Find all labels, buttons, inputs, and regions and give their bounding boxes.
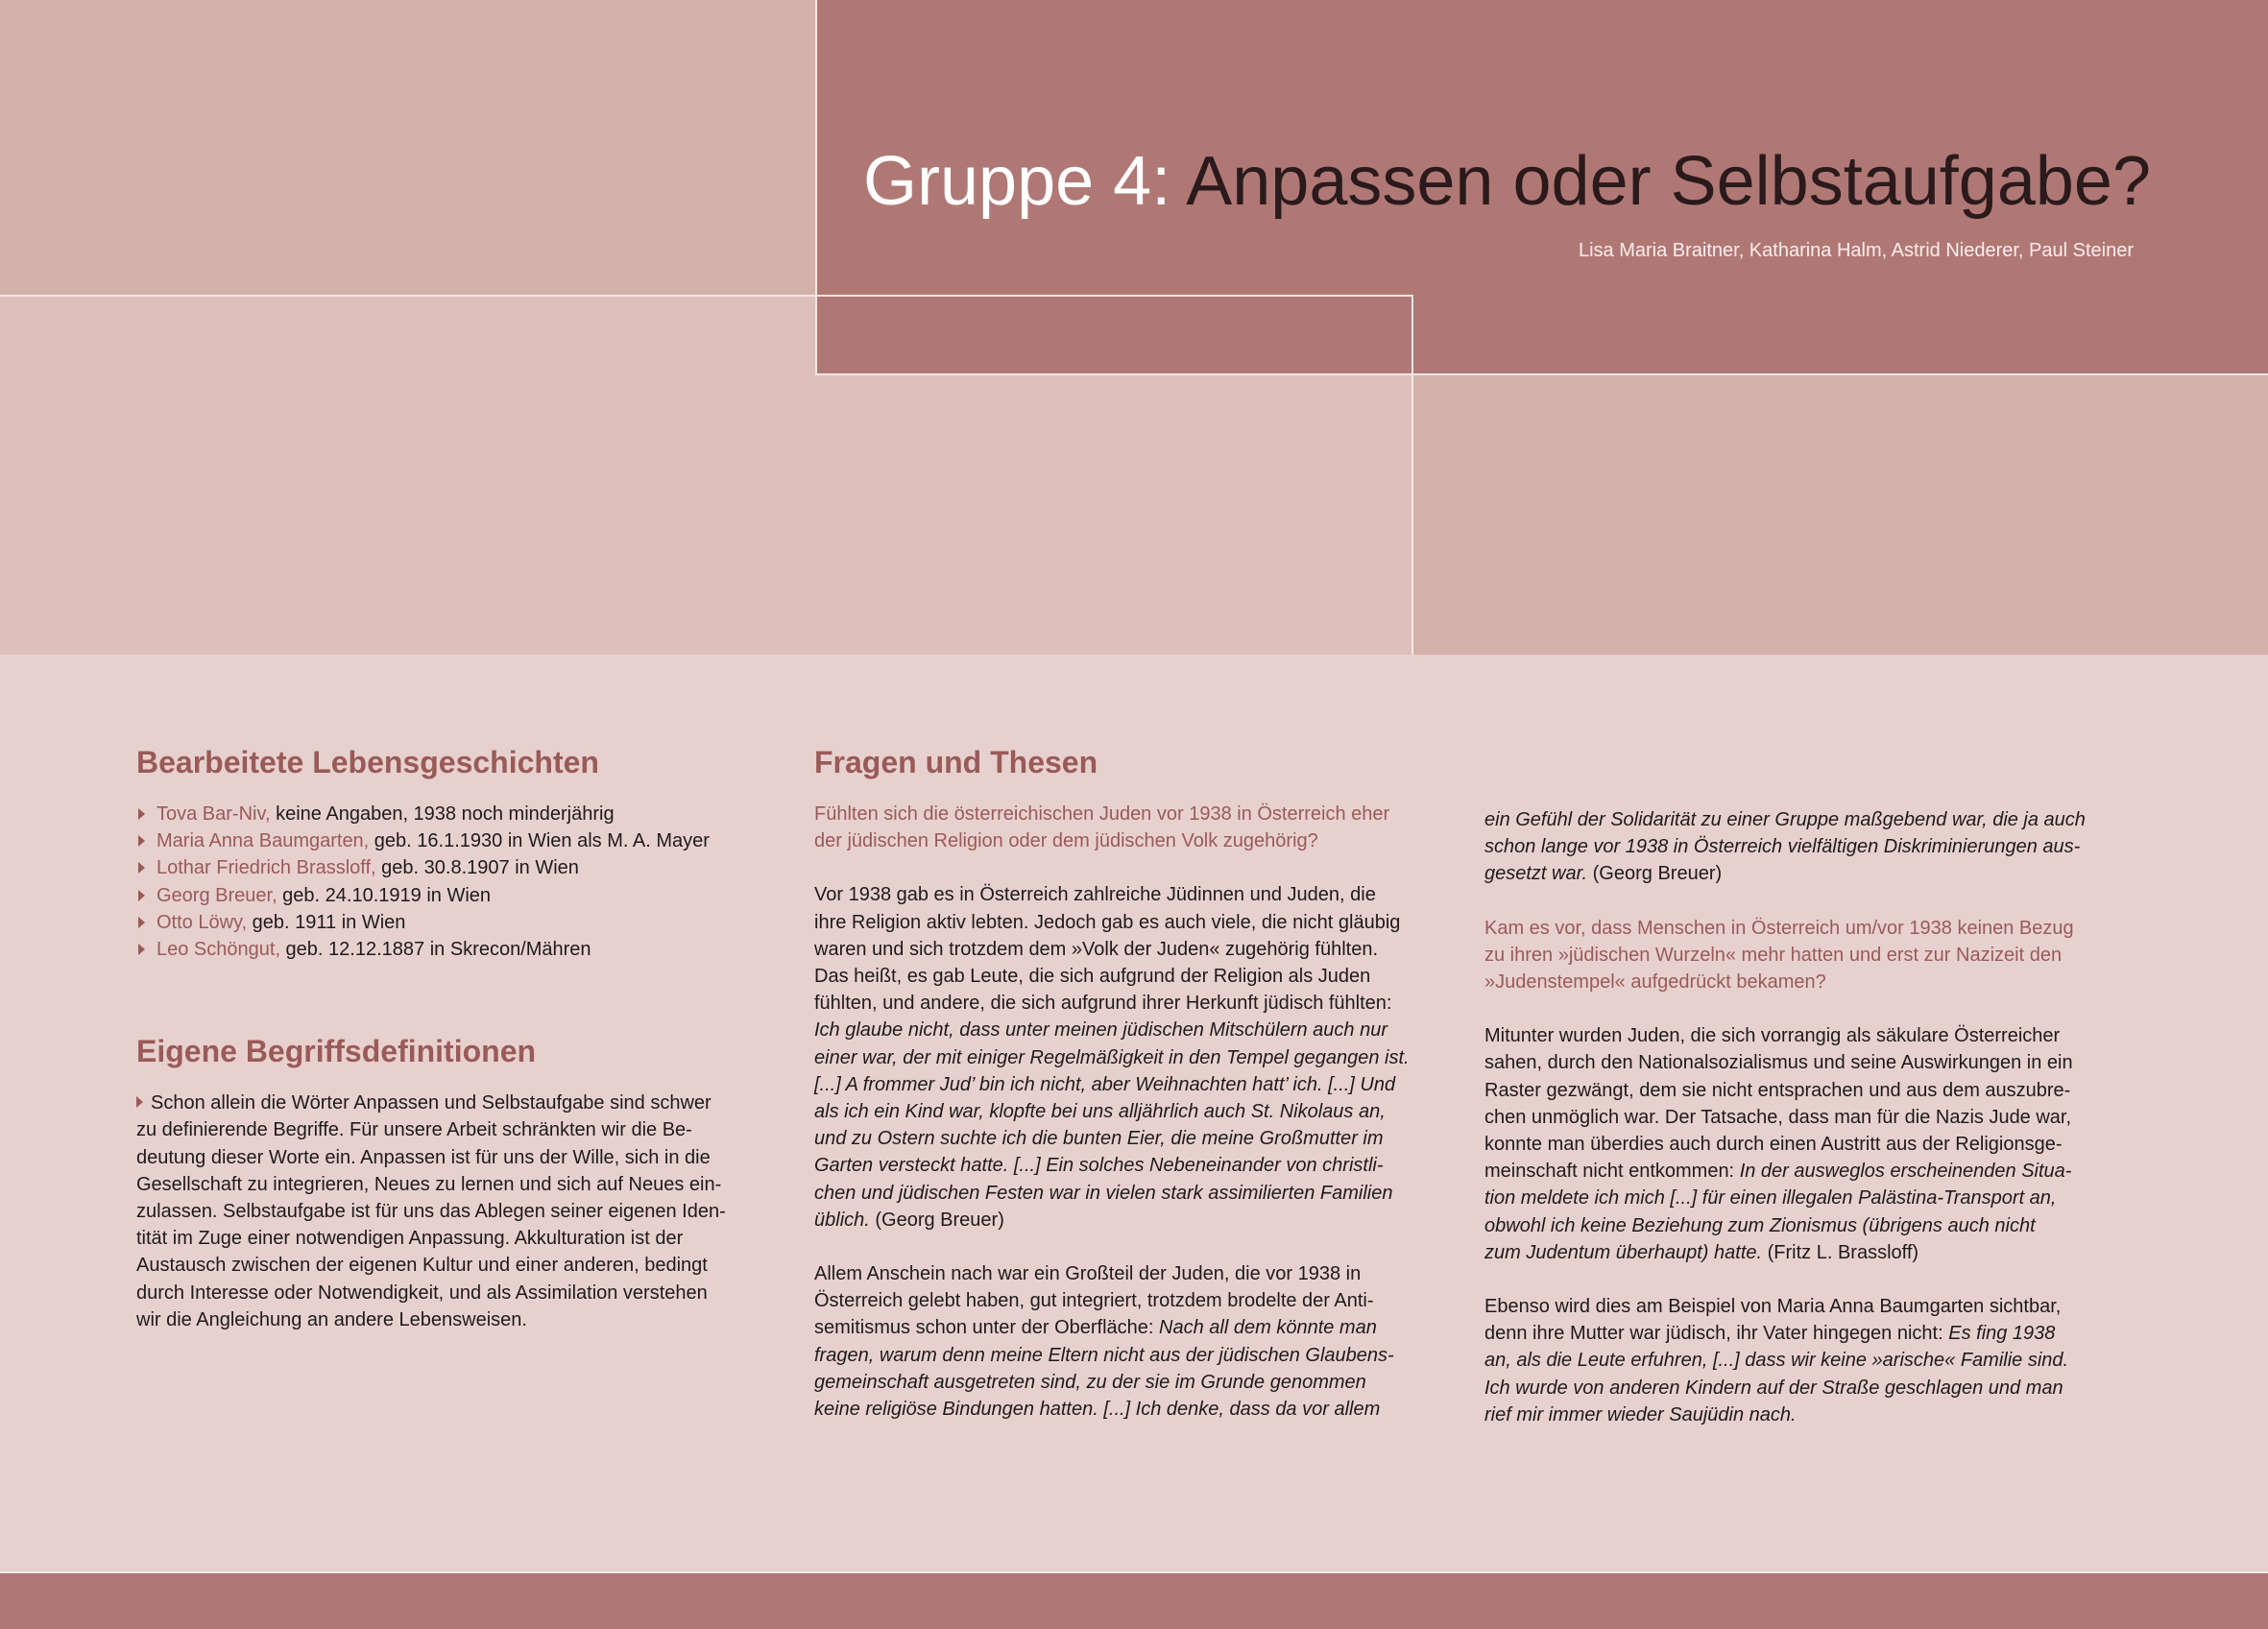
quote-line: Garten versteckt hatte. [...] Ein solches Nebeneinander von christli- <box>814 1155 1384 1177</box>
text-line: tität im Zuge einer notwendigen Anpassung. Akkulturation ist der <box>136 1228 684 1250</box>
text-line: zu ihren »jüdischen Wurzeln« mehr hatten und erst zur Nazizeit den <box>1484 944 2063 966</box>
text-line: fühlten, und andere, die sich aufgrund ihrer Herkunft jüdisch fühlten: <box>814 993 1392 1015</box>
answer-paragraph-1 <box>814 881 1429 1234</box>
page-title <box>863 140 2151 223</box>
text-line: zu definierende Begriffe. Für unsere Arbeit schränkten wir die Be- <box>136 1119 692 1141</box>
bio-name: Lothar Friedrich Brassloff, <box>157 857 376 879</box>
bio-heading: Bearbeitete Lebensgeschichten <box>136 745 599 779</box>
quote-line: einer war, der mit einiger Regelmäßigkeit in den Tempel gegangen ist. <box>814 1046 1410 1068</box>
quote-line: rief mir immer wieder Saujüdin nach. <box>1484 1403 1797 1425</box>
definitions-heading: Eigene Begriffsdefinitionen <box>136 1034 537 1069</box>
quote-line: schon lange vor 1938 in Österreich vielfältigen Diskriminierungen aus- <box>1484 836 2081 858</box>
definitions-paragraph <box>136 1090 751 1333</box>
bio-name: Maria Anna Baumgarten, <box>157 830 370 852</box>
bio-item <box>136 936 751 963</box>
text-line: chen unmöglich war. Der Tatsache, dass man für die Nazis Jude war, <box>1484 1106 2072 1128</box>
text-line: konnte man überdies auch durch einen Austritt aus der Religionsge- <box>1484 1134 2063 1156</box>
text-line: »Judenstempel« aufgedrückt bekamen? <box>1484 971 1826 994</box>
quote-line: zum Judentum überhaupt) hatte. <box>1484 1241 1763 1263</box>
questions-heading: Fragen und Thesen <box>814 745 1098 779</box>
bio-info: keine Angaben, 1938 noch minderjährig <box>270 803 615 825</box>
right-column <box>1484 806 2099 1428</box>
quote-source: (Georg Breuer) <box>869 1209 1004 1231</box>
triangle-bullet-icon <box>136 1096 143 1108</box>
bio-name: Otto Löwy, <box>157 911 248 933</box>
answer-paragraph-4 <box>1484 1293 2099 1428</box>
continuation-paragraph <box>1484 806 2099 888</box>
text-line: Ebenso wird dies am Beispiel von Maria Anna Baumgarten sichtbar, <box>1484 1296 2062 1318</box>
question-2 <box>1484 915 2099 996</box>
quote-line: keine religiöse Bindungen hatten. [...] Ich denke, dass da vor allem <box>814 1399 1381 1421</box>
text-line: Allem Anschein nach war ein Großteil der Juden, die vor 1938 in <box>814 1263 1362 1285</box>
title-prefix: Gruppe 4: <box>863 143 1171 220</box>
middle-column <box>814 743 1429 1423</box>
quote-line: üblich. <box>814 1209 870 1231</box>
quote-line: gesetzt war. <box>1484 863 1588 885</box>
text-line: Austausch zwischen der eigenen Kultur und einer anderen, bedingt <box>136 1255 708 1277</box>
text-line: deutung dieser Worte ein. Anpassen ist für uns der Wille, sich in die <box>136 1146 711 1168</box>
quote-source: (Georg Breuer) <box>1587 863 1723 885</box>
quote-line: tion meldete ich mich [...] für einen illegalen Palästina-Transport an, <box>1484 1187 2057 1210</box>
title-main: Anpassen oder Selbstaufgabe? <box>1186 143 2151 220</box>
header-block-middle-right <box>1413 375 2268 655</box>
bio-item <box>136 854 751 881</box>
answer-paragraph-2 <box>814 1260 1429 1423</box>
quote-line: ein Gefühl der Solidarität zu einer Gruppe maßgebend war, die ja auch <box>1484 809 2086 830</box>
text-line: Fühlten sich die österreichischen Juden vor 1938 in Österreich eher <box>814 803 1390 825</box>
quote-line: und zu Ostern suchte ich die bunten Eier, die meine Großmutter im <box>814 1128 1384 1150</box>
bio-item <box>136 801 751 827</box>
text-line: Österreich gelebt haben, gut integriert, trotzdem brodelte der Anti- <box>814 1290 1374 1312</box>
text-line: Mitunter wurden Juden, die sich vorrangig als säkulare Österreicher <box>1484 1025 2061 1047</box>
text-line: Gesellschaft zu integrieren, Neues zu lernen und sich auf Neues ein- <box>136 1173 722 1195</box>
text-line: wir die Angleichung an andere Lebensweisen. <box>136 1308 527 1330</box>
left-column <box>136 743 751 1333</box>
text-line: Das heißt, es gab Leute, die sich aufgrund der Religion als Juden <box>814 966 1371 988</box>
text-line: durch Interesse oder Notwendigkeit, und als Assimilation verstehen <box>136 1282 708 1304</box>
quote-line: gemeinschaft ausgetreten sind, zu der sie im Grunde genommen <box>814 1371 1366 1393</box>
quote-line: fragen, warum denn meine Eltern nicht aus der jüdischen Glaubens- <box>814 1344 1394 1366</box>
bio-item <box>136 909 751 936</box>
text-line: Kam es vor, dass Menschen in Österreich um/vor 1938 keinen Bezug <box>1484 917 2074 939</box>
quote-line: als ich ein Kind war, klopfte bei uns alljährlich auch St. Nikolaus an, <box>814 1101 1386 1123</box>
text-line: denn ihre Mutter war jüdisch, ihr Vater hingegen nicht: <box>1484 1323 1949 1345</box>
text-line: Schon allein die Wörter Anpassen und Selbstaufgabe sind schwer <box>151 1092 712 1114</box>
quote-line: obwohl ich keine Beziehung zum Zionismus (übrigens auch nicht <box>1484 1214 2036 1236</box>
quote-line: Es fing 1938 <box>1948 1323 2056 1345</box>
triangle-bullet-icon <box>138 917 145 928</box>
text-line: zulassen. Selbstaufgabe ist für uns das Ablegen seiner eigenen Iden- <box>136 1201 726 1223</box>
triangle-bullet-icon <box>138 835 145 847</box>
bio-list <box>136 801 751 963</box>
bio-name: Georg Breuer, <box>157 884 277 906</box>
quote-line: an, als die Leute erfuhren, [...] dass wir keine »arische« Familie sind. <box>1484 1350 2069 1372</box>
bio-name: Tova Bar-Niv, <box>157 803 271 825</box>
triangle-bullet-icon <box>138 862 145 874</box>
bio-item <box>136 827 751 854</box>
question-1 <box>814 801 1429 854</box>
quote-line: In der ausweglos erscheinenden Situa- <box>1739 1161 2072 1183</box>
quote-line: Nach all dem könnte man <box>1159 1317 1377 1339</box>
bio-name: Leo Schöngut, <box>157 939 280 961</box>
bio-info: geb. 16.1.1930 in Wien als M. A. Mayer <box>369 830 710 852</box>
answer-paragraph-3 <box>1484 1022 2099 1266</box>
text-line: der jüdischen Religion oder dem jüdischen Volk zugehörig? <box>814 830 1318 852</box>
quote-line: chen und jüdischen Festen war in vielen stark assimilierten Familien <box>814 1182 1393 1204</box>
quote-line: [...] A frommer Jud’ bin ich nicht, aber Weihnachten hatt’ ich. [...] Und <box>814 1073 1396 1095</box>
authors-line: Lisa Maria Braitner, Katharina Halm, Astrid Niederer, Paul Steiner <box>1578 240 2134 261</box>
text-line: Vor 1938 gab es in Österreich zahlreiche Jüdinnen und Juden, die <box>814 884 1376 906</box>
footer-bar <box>0 1571 2268 1629</box>
bio-item <box>136 882 751 909</box>
quote-line: Ich wurde von anderen Kindern auf der Straße geschlagen und man <box>1484 1377 2063 1399</box>
bio-info: geb. 1911 in Wien <box>247 911 406 933</box>
text-line: semitismus schon unter der Oberfläche: <box>814 1317 1160 1339</box>
triangle-bullet-icon <box>138 944 145 955</box>
triangle-bullet-icon <box>138 890 145 901</box>
text-line: ihre Religion aktiv lebten. Jedoch gab es auch viele, die nicht gläubig <box>814 911 1401 933</box>
text-line: meinschaft nicht entkommen: <box>1484 1161 1740 1183</box>
text-line: Raster gezwängt, dem sie nicht entsprachen und aus dem auszubre- <box>1484 1079 2071 1101</box>
quote-line: Ich glaube nicht, dass unter meinen jüdischen Mitschülern auch nur <box>814 1019 1388 1042</box>
header-block-strip <box>815 295 1413 375</box>
bio-info: geb. 24.10.1919 in Wien <box>277 884 492 906</box>
header-block-top-left <box>0 0 815 295</box>
bio-info: geb. 12.12.1887 in Skrecon/Mähren <box>280 939 591 961</box>
text-line: waren und sich trotzdem dem »Volk der Juden« zugehörig fühlten. <box>814 938 1379 960</box>
text-line: sahen, durch den Nationalsozialismus und seine Auswirkungen in ein <box>1484 1052 2073 1074</box>
quote-source: (Fritz L. Brassloff) <box>1762 1241 1919 1263</box>
triangle-bullet-icon <box>138 808 145 820</box>
bio-info: geb. 30.8.1907 in Wien <box>375 857 579 879</box>
